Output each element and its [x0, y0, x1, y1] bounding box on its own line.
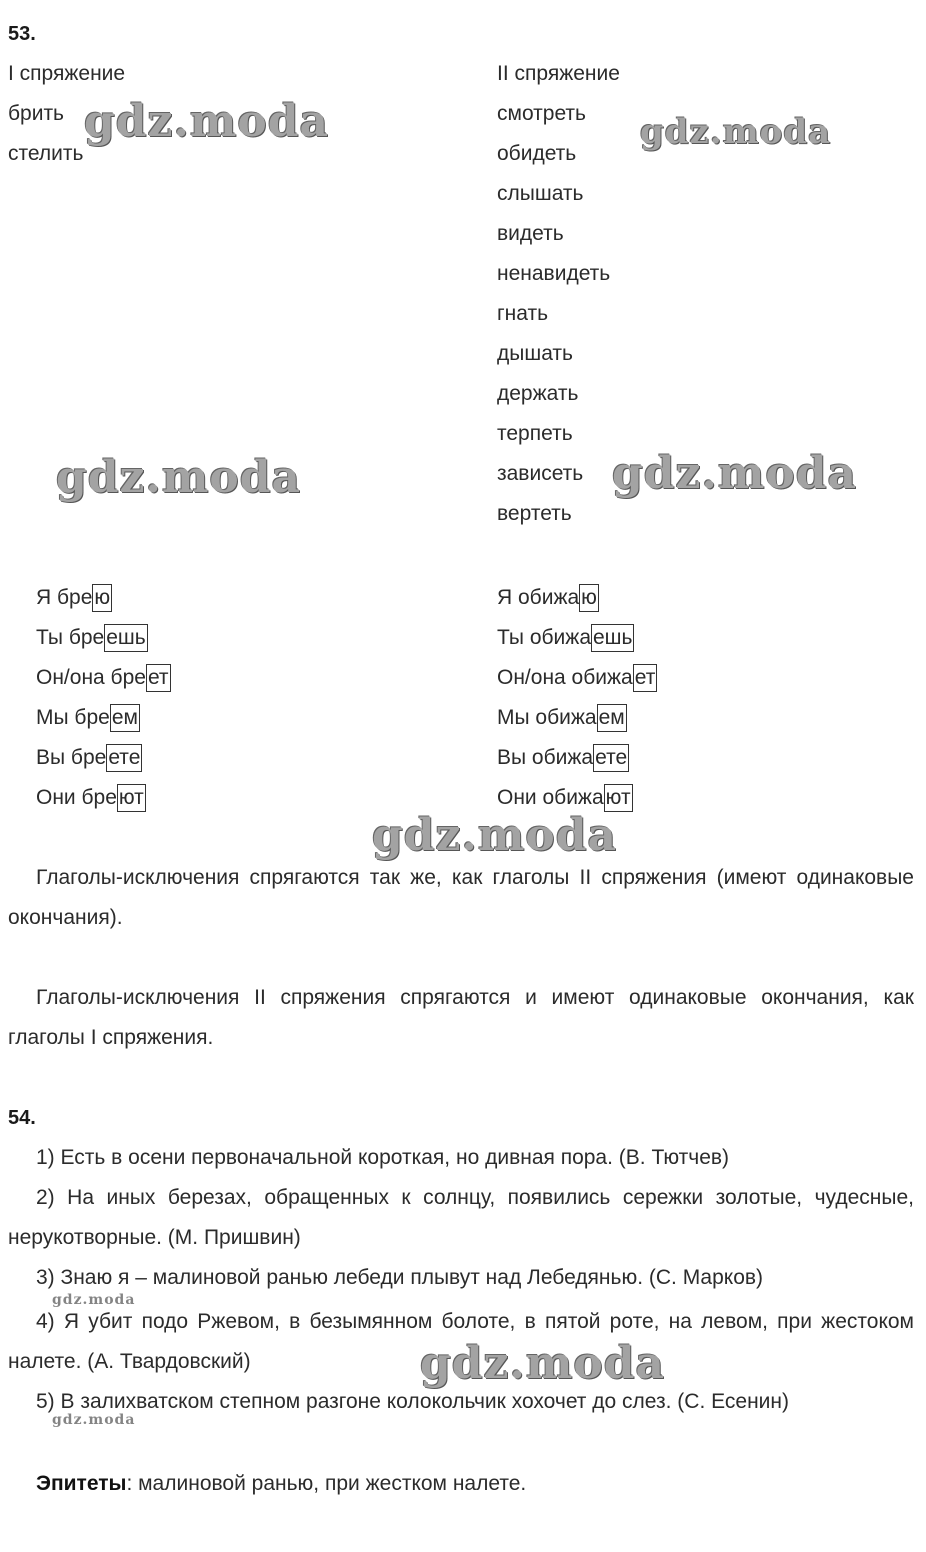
watermark: gdz.moda	[84, 96, 330, 147]
ending-box: ет	[146, 664, 171, 692]
conjugation-row: Я брею	[36, 584, 112, 612]
ending-box: ет	[633, 664, 658, 692]
conjugation-row: Он/она обижает	[497, 664, 657, 692]
verb-item: терпеть	[497, 422, 573, 445]
ending-box: ешь	[591, 624, 634, 652]
conjugation-row: Ты бреешь	[36, 624, 148, 652]
verb-item: стелить	[8, 142, 84, 165]
epithets-line: Эпитеты: малиновой ранью, при жестком налете.	[36, 1472, 527, 1495]
verb-item: вертеть	[497, 502, 572, 525]
watermark: gdz.moda	[372, 810, 618, 861]
ending-box: ете	[106, 744, 142, 772]
watermark: gdz.moda	[612, 448, 858, 499]
ending-box: ете	[593, 744, 629, 772]
verb-item: слышать	[497, 182, 584, 205]
conjugation-row: Он/она бреет	[36, 664, 171, 692]
conjugation-row: Мы обижаем	[497, 704, 627, 732]
watermark: gdz.moda	[52, 1412, 136, 1428]
conjugation-row: Вы бреете	[36, 744, 142, 772]
sentence: 5) В залихватском степном разгоне колокольчик хохочет до слез. (С. Есенин)	[36, 1390, 789, 1413]
verb-item: дышать	[497, 342, 573, 365]
verb-item: гнать	[497, 302, 549, 325]
sentence: 4) Я убит подо Ржевом, в безымянном болоте, в пятой роте, на левом, при жестоком налете. (А. Твардовский)	[8, 1310, 914, 1373]
conjugation-row: Ты обижаешь	[497, 624, 634, 652]
verb-item: смотреть	[497, 102, 586, 125]
sentence: 2) На иных березах, обращенных к солнцу, появились сережки золотые, чудесные, нерукотворные. (М. Пришвин)	[8, 1186, 914, 1249]
watermark: gdz.moda	[56, 452, 302, 503]
conjugation-row: Я обижаю	[497, 584, 599, 612]
verb-item: ненавидеть	[497, 262, 611, 285]
paragraph: Глаголы-исключения спрягаются так же, как глаголы II спряжения (имеют одинаковые окончания).	[8, 866, 914, 929]
conjugation-row: Они обижают	[497, 784, 633, 812]
watermark: gdz.moda	[52, 1292, 136, 1308]
watermark: gdz.moda	[420, 1338, 666, 1389]
ending-box: ем	[597, 704, 627, 732]
exercise-number: 54.	[8, 1107, 36, 1129]
epithets-label: Эпитеты	[36, 1472, 127, 1495]
sentence: 3) Знаю я – малиновой ранью лебеди плывут над Лебедянью. (С. Марков)	[36, 1266, 764, 1289]
ending-box: ю	[92, 584, 112, 612]
sentence: 1) Есть в осени первоначальной короткая, но дивная пора. (В. Тютчев)	[36, 1146, 730, 1169]
conjugation-row: Мы бреем	[36, 704, 140, 732]
verb-item: видеть	[497, 222, 564, 245]
verb-item: обидеть	[497, 142, 577, 165]
ending-box: ю	[579, 584, 599, 612]
verb-item: держать	[497, 382, 579, 405]
verb-item: брить	[8, 102, 64, 125]
col1-title: I спряжение	[8, 62, 126, 85]
ending-box: ют	[117, 784, 146, 812]
conjugation-row: Они бреют	[36, 784, 146, 812]
watermark: gdz.moda	[640, 112, 832, 152]
exercise-number: 53.	[8, 23, 36, 45]
paragraph: Глаголы-исключения II спряжения спрягаются и имеют одинаковые окончания, как глаголы I спряжения.	[8, 986, 914, 1049]
col2-title: II спряжение	[497, 62, 620, 85]
conjugation-row: Вы обижаете	[497, 744, 629, 772]
ending-box: ем	[110, 704, 140, 732]
ending-box: ешь	[104, 624, 147, 652]
ending-box: ют	[604, 784, 633, 812]
verb-item: зависеть	[497, 462, 584, 485]
